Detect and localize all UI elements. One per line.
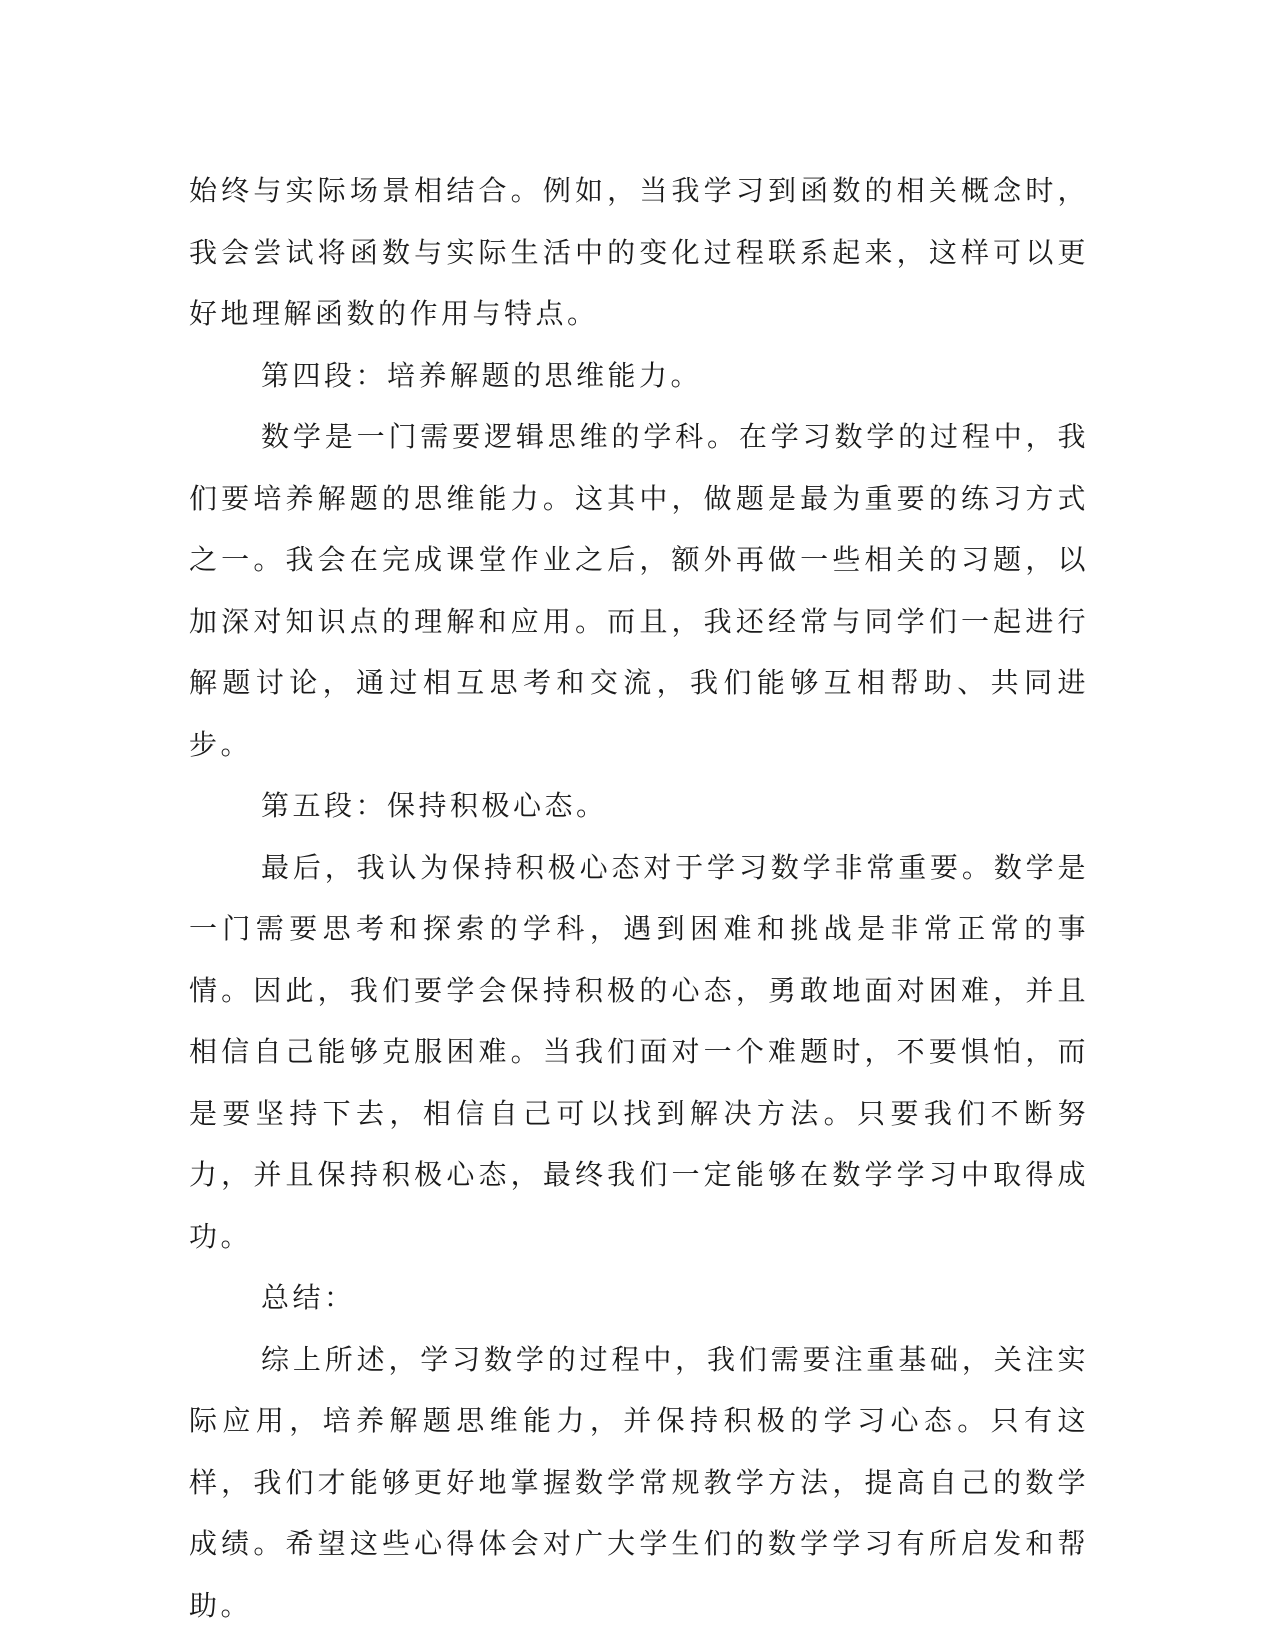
paragraph-summary-body: 综上所述，学习数学的过程中，我们需要注重基础，关注实际应用，培养解题思维能力，并保持积极的学习心态。只有这样，我们才能够更好地掌握数学常规教学方法，提高自己的数学成绩。希望这些心得体会对广大学生们的数学学习有所启发和帮助。 bbox=[189, 1342, 1089, 1622]
paragraph-section-5-body: 最后，我认为保持积极心态对于学习数学非常重要。数学是一门需要思考和探索的学科，遇到困难和挑战是非常正常的事情。因此，我们要学会保持积极的心态，勇敢地面对困难，并且相信自己能够克服困难。当我们面对一个难题时，不要惧怕，而是要坚持下去，相信自己可以找到解决方法。只要我们不断努力，并且保持积极心态，最终我们一定能够在数学学习中取得成功。 bbox=[189, 850, 1089, 1253]
document-body bbox=[189, 160, 1089, 1636]
paragraph-section-4-body: 数学是一门需要逻辑思维的学科。在学习数学的过程中，我们要培养解题的思维能力。这其中，做题是最为重要的练习方式之一。我会在完成课堂作业之后，额外再做一些相关的习题，以加深对知识点的理解和应用。而且，我还经常与同学们一起进行解题讨论，通过相互思考和交流，我们能够互相帮助、共同进步。 bbox=[189, 420, 1089, 761]
section-5-heading: 第五段：保持积极心态。 bbox=[261, 789, 608, 822]
summary-heading: 总结： bbox=[261, 1281, 356, 1314]
section-4-heading: 第四段：培养解题的思维能力。 bbox=[261, 358, 703, 392]
paragraph-continued-application: 始终与实际场景相结合。例如，当我学习到函数的相关概念时，我会尝试将函数与实际生活中的变化过程联系起来，这样可以更好地理解函数的作用与特点。 bbox=[189, 174, 1089, 330]
